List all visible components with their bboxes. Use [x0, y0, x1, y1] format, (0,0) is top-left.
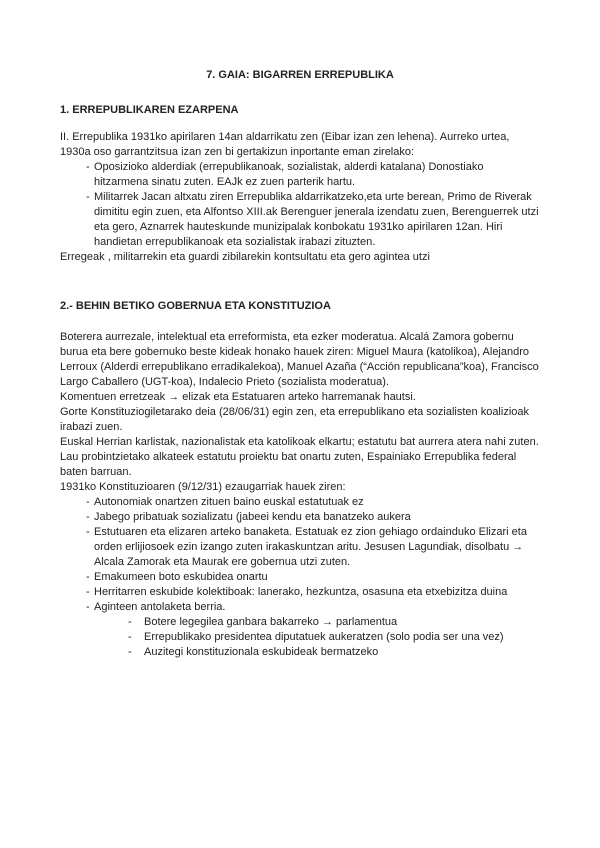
section1-closing: Erregeak , militarrekin eta guardi zibilarekin kontsultatu eta gero agintea utzi	[60, 251, 430, 263]
sub-list-item: - Auzitegi konstituzionala eskubideak bermatzeko	[60, 645, 540, 660]
list-item: - Emakumeen boto eskubidea onartu	[60, 570, 540, 585]
section2-paragraph: Komentuen erretzeak → elizak eta Estatuaren arteko harremanak hautsi.	[60, 391, 416, 403]
section2-paragraph: 1931ko Konstituzioaren (9/12/31) ezaugarriak hauek ziren:	[60, 481, 346, 493]
list-item: - Aginteen antolaketa berria.	[60, 600, 540, 615]
section2-paragraph: Boterera aurrezale, intelektual eta erreformista, eta ezker moderatua. Alcalá Zamora gobernu burua eta bere gobernuko beste kideak honako hauek ziren: Miguel Maura (katolikoa), Alejandro Lerroux (Alderdi errepublikano erradikalekoa), Manuel Azaña (“Acción republicana”koa), Francisco Largo Caballero (UGT-koa), Indalecio Prieto (sozialista moderatua).	[60, 331, 539, 388]
section1-intro: II. Errepublika 1931ko apirilaren 14an aldarrikatu zen (Eibar izan zen lehena). Aurreko urtea, 1930a oso garrantzitsua izan zen bi gertakizun inportante eman zirelako:	[60, 131, 510, 158]
section2-heading: 2.- BEHIN BETIKO GOBERNUA ETA KONSTITUZIOA	[60, 300, 331, 312]
powers-sublist	[60, 615, 540, 660]
section2-paragraph: Euskal Herrian karlistak, nazionalistak eta katolikoak elkartu; estatutu bat aurrera atera nahi zuten. Lau probintzietako alkateek estatutu proiektu bat onartu zuten, Espainiako Errepublika federal baten barruan.	[60, 436, 539, 478]
list-item: - Estutuaren eta elizaren arteko banaketa. Estatuak ez zion gehiago ordainduko Elizari eta orden erlijiosoek ezin izango zuten irakaskuntzan aritu. Jesusen Lagundiak, disolbatu → Alcala Zamorak eta Maurak ere gobernua utzi zuten.	[60, 525, 540, 570]
section1-heading: 1. ERREPUBLIKAREN EZARPENA	[60, 104, 239, 116]
list-item: - Jabego pribatuak sozializatu (jabeei kendu eta banatzeko aukera	[60, 510, 540, 525]
spacer	[60, 265, 540, 299]
section2-paragraph: Gorte Konstituziogiletarako deia (28/06/31) egin zen, eta errepublikano eta sozialisten koalizioak irabazi zuen.	[60, 406, 530, 433]
list-item: - Militarrek Jacan altxatu ziren Errepublika aldarrikatzeko,eta urte berean, Primo de Riverak dimititu egin zuen, eta Alfontso XIII.ak Berenguer jenerala izendatu zuen, Berenguerrek utzi eta gero, Aznarrek hauteskunde munizipalak konbokatu 1931ko apirilaren 12an. Hiri handietan errepublikanoak eta sozialistak irabazi zituzten.	[60, 190, 540, 250]
sub-list-item: - Botere legegilea ganbara bakarreko → parlamentua	[60, 615, 540, 630]
constitution-features-list	[60, 495, 540, 615]
document-title: 7. GAIA: BIGARREN ERREPUBLIKA	[206, 69, 394, 81]
section1-list	[60, 160, 540, 250]
sub-list-item: - Errepublikako presidentea diputatuek aukeratzen (solo podia ser una vez)	[60, 630, 540, 645]
list-item: - Herritarren eskubide kolektiboak: lanerako, hezkuntza, osasuna eta etxebizitza duina	[60, 585, 540, 600]
list-item: - Oposizioko alderdiak (errepublikanoak, sozialistak, alderdi katalana) Donostiako hitzarmena sinatu zuten. EAJk ez zuen parterik hartu.	[60, 160, 540, 190]
list-item: - Autonomiak onartzen zituen baino euskal estatutuak ez	[60, 495, 540, 510]
